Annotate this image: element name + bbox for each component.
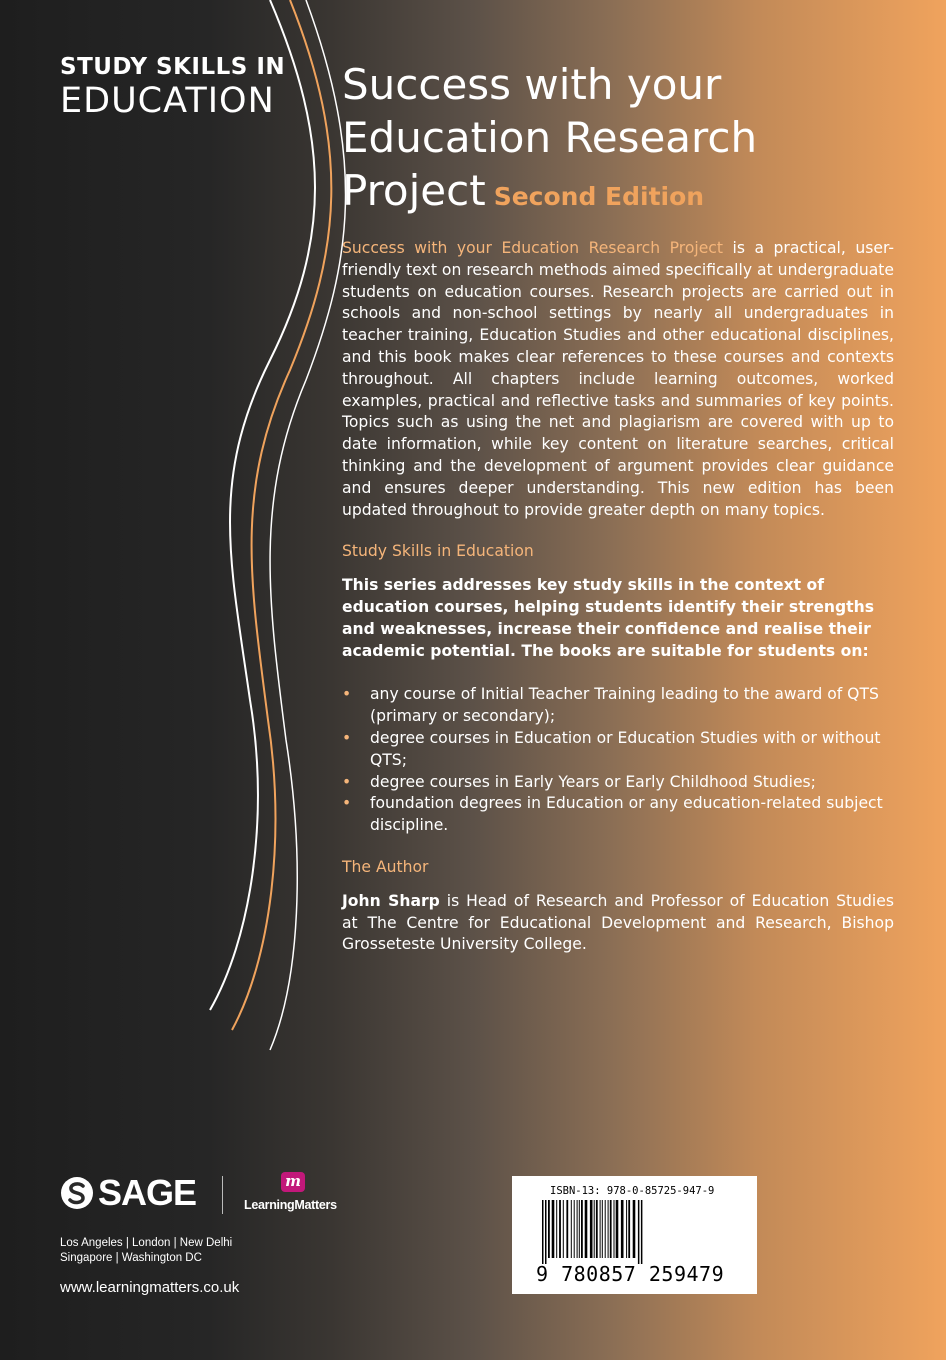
bullet-icon: •	[342, 685, 352, 704]
author-name: John Sharp	[342, 891, 440, 910]
series-line2: EDUCATION	[60, 81, 275, 121]
learning-matters-m-icon: m	[281, 1172, 305, 1192]
barcode-bar	[641, 1200, 643, 1264]
bullet-icon: •	[342, 728, 352, 747]
book-title	[342, 58, 932, 223]
sage-wordmark: SAGE	[98, 1172, 197, 1213]
barcode-bar	[614, 1200, 615, 1258]
sage-emblem-icon	[60, 1176, 94, 1210]
logo-divider	[222, 1176, 223, 1214]
list-item: • degree courses in Early Years or Early Childhood Studies;	[342, 772, 894, 794]
barcode-bar	[621, 1200, 624, 1258]
barcode-bar	[571, 1200, 572, 1258]
description	[342, 238, 894, 521]
barcode-bar	[548, 1200, 550, 1258]
barcode-bar	[577, 1200, 578, 1258]
barcode-bar	[602, 1200, 603, 1258]
barcode-bar	[563, 1200, 564, 1258]
barcode-bar	[628, 1200, 630, 1258]
author-heading: The Author	[342, 857, 429, 876]
barcode-bar	[566, 1200, 568, 1258]
barcode-bar	[552, 1200, 555, 1258]
back-cover-text	[342, 238, 894, 956]
barcode-bar	[585, 1200, 588, 1258]
description-lead: Success with your Education Research Project	[342, 239, 723, 257]
locations-line1: Los Angeles | London | New Delhi	[60, 1237, 233, 1249]
isbn-label: ISBN-13: 978-0-85725-947-9	[550, 1185, 715, 1197]
title-line2: Education Research	[342, 113, 758, 162]
barcode-bar	[626, 1200, 627, 1258]
description-body: is a practical, user-friendly text on research methods aimed specifically at undergraduate students on education courses. Research projects are carried out in schools and non-school settings by nearly all undergraduates in teacher training, Education Studies and other educational disciplines, and this book makes clear references to these courses and contexts throughout. All chapters include learning outcomes, worked examples, practical and reflective tasks and summaries of key points. Topics such as using the net and plagiarism are covered with up to date information, while key content on literature searches, critical thinking and the development of argument provides clear guidance and ensures deeper understanding. This new edition has been updated throughout to provide greater depth on many topics.	[342, 239, 894, 519]
list-item: • degree courses in Education or Education Studies with or without QTS;	[342, 728, 881, 769]
barcode-bar	[633, 1200, 636, 1258]
sage-logo	[60, 1172, 196, 1214]
barcode-bars	[542, 1200, 728, 1264]
barcode-bar	[556, 1200, 557, 1258]
series-description: This series addresses key study skills in the context of education courses, helping students identify their strengths and weaknesses, increase their confidence and realise their academic potential. The books are suitable for students on:	[342, 576, 875, 660]
series-logo	[60, 52, 285, 120]
barcode-bar	[600, 1200, 601, 1258]
barcode-bar	[596, 1200, 598, 1258]
barcode-bar	[581, 1200, 583, 1258]
locations-line2: Singapore | Washington DC	[60, 1252, 202, 1264]
series-line1: STUDY SKILLS IN	[60, 54, 286, 80]
series-heading: Study Skills in Education	[342, 542, 534, 561]
learning-matters-wordmark: LearningMatters	[244, 1198, 337, 1212]
edition-label: Second Edition	[493, 182, 705, 211]
publisher-website: www.learningmatters.co.uk	[60, 1279, 240, 1296]
barcode-bar	[545, 1200, 547, 1264]
isbn-digits: 9 780857 259479	[536, 1262, 725, 1286]
barcode-bar	[605, 1200, 606, 1258]
course-list	[342, 684, 894, 837]
barcode-bar	[574, 1200, 575, 1258]
bullet-icon: •	[342, 794, 352, 813]
barcode-bar	[608, 1200, 609, 1258]
isbn-barcode	[512, 1176, 757, 1294]
barcode-bar	[542, 1200, 544, 1264]
barcode-bar	[610, 1200, 612, 1258]
barcode-bar	[590, 1200, 593, 1258]
author-bio	[342, 891, 894, 956]
barcode-bar	[638, 1200, 640, 1264]
list-item: • foundation degrees in Education or any education-related subject discipline.	[342, 794, 883, 835]
barcode-bar	[594, 1200, 595, 1258]
barcode-bar	[579, 1200, 580, 1258]
list-item: • any course of Initial Teacher Training leading to the award of QTS (primary or secondary);	[342, 685, 879, 726]
publisher-locations	[60, 1236, 232, 1266]
title-line3: Project	[342, 166, 486, 215]
author-bio-text: is Head of Research and Professor of Education Studies at The Centre for Educational Development and Research, Bishop Grosseteste University College.	[342, 891, 894, 954]
barcode-bar	[559, 1200, 561, 1258]
title-line1: Success with your	[342, 60, 722, 109]
barcode-bar	[616, 1200, 619, 1258]
bullet-icon: •	[342, 772, 352, 791]
